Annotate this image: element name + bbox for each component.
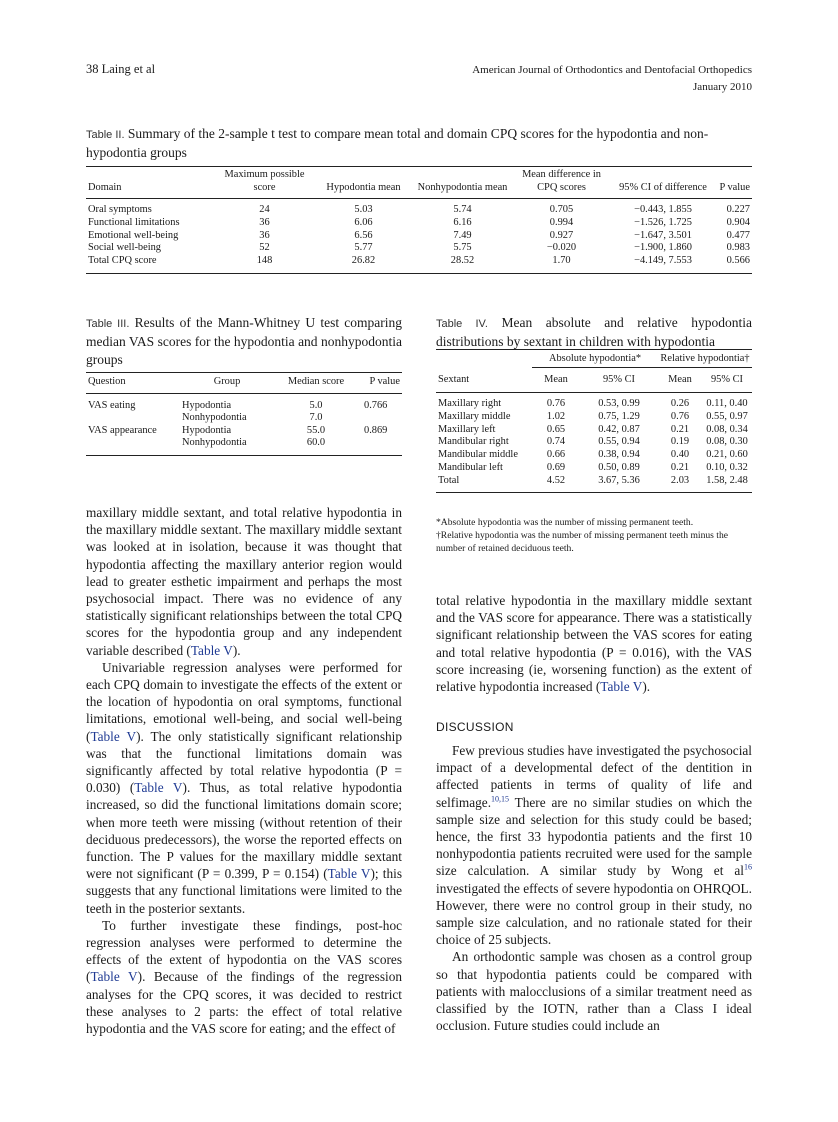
table-cell: Nonhypodontia — [182, 437, 247, 449]
table-cell: −0.443, 1.855 — [634, 204, 692, 215]
right-body-column-discussion — [436, 742, 752, 1034]
table-cell: 0.21 — [670, 423, 690, 435]
table2-caption — [86, 125, 752, 162]
table4-group-header-row — [436, 350, 752, 368]
table-cell: 1.58, 2.48 — [706, 474, 748, 486]
body-paragraph: An orthodontic sample was chosen as a control group so that hypodontia patients could be compared with patients with malocclusions of a similar treatment need as classified by the IOTN, rather than a Class I ideal occlusion. Future studies could include an — [436, 949, 752, 1034]
table-cell: 0.927 — [549, 229, 574, 241]
table-cell: 6.56 — [354, 229, 373, 241]
table-cell: Social well-being — [88, 242, 162, 254]
table-cell: 3.67, 5.36 — [598, 474, 640, 486]
table-cell — [358, 412, 402, 425]
table4-footnote-absolute: *Absolute hypodontia was the number of missing permanent teeth. — [436, 517, 694, 528]
citation-superscript[interactable]: 10,15 — [491, 794, 510, 804]
journal-name: American Journal of Orthodontics and Dentofacial Orthopedics — [472, 64, 752, 76]
issue-date: January 2010 — [693, 81, 752, 93]
table3-header-cell: Group — [213, 376, 241, 387]
body-paragraph: total relative hypodontia in the maxillary middle sextant and the VAS score for appearance. There was a statistically significant relationship between the VAS scores for eating and total relative hypodontia (P = 0.016), with the VAS score increasing (ie, worsening function) as the extent of relative hypodontia increased (Table V). — [436, 593, 752, 695]
table-row — [86, 230, 752, 243]
table-cell: 0.76 — [670, 410, 690, 422]
table-cell: 0.55, 0.97 — [706, 410, 748, 422]
table-cell — [358, 437, 402, 455]
table-cell: −1.526, 1.725 — [634, 216, 692, 228]
table-row — [86, 393, 402, 412]
table-cell: 5.03 — [354, 204, 373, 215]
table-cell: 55.0 — [306, 424, 326, 436]
table-cell: 6.16 — [453, 216, 472, 228]
table-v-link[interactable]: Table V — [90, 969, 138, 985]
table-cell: Total — [438, 474, 460, 486]
table-cell: Maxillary left — [438, 423, 496, 435]
table4-label: Table IV. — [436, 318, 488, 330]
table-cell: 0.227 — [726, 204, 750, 215]
body-paragraph: To further investigate these findings, post-hoc regression analyses were performed to determine the effects of the extent of hypodontia on the VAS scores (Table V). Because of the findings of the regression analyses for the CPQ scores, it was decided to restrict these analyses to 2 parts: the effect of total relative hypodontia and the VAS score for eating; and the effect of — [86, 917, 402, 1037]
table-cell — [86, 412, 180, 425]
table-cell: 0.994 — [549, 216, 574, 228]
table3-caption-text: Results of the Mann-Whitney U test comparing median VAS scores for the hypodontia and nonhypodontia groups — [86, 315, 403, 367]
body-paragraph: Univariable regression analyses were performed for each CPQ domain to investigate the effects of the extent or the location of hypodontia on oral symptoms, functional limitations, emotional well-being, and social well-being (Table V). The only statistically significant relationship was that the functional limitations domain was significantly affected by total relative hypodontia (P = 0.030) (Table V). Thus, as total relative hypodontia increased, so did the functional limitations domain score; when more teeth were missing (without retention of their deciduous predecessors), the worse the reported effects on function. The P values for the maxillary middle sextant were not significant (P = 0.399, P = 0.154) (Table V); this suggests that any functional limitations were limited to the teeth in the posterior sextants. — [86, 659, 403, 916]
table-cell: 0.50, 0.89 — [598, 461, 640, 473]
table-cell: 36 — [259, 229, 270, 241]
left-body-column — [86, 504, 402, 1037]
table-v-link[interactable]: Table V — [600, 679, 643, 695]
table-cell: 5.0 — [309, 399, 323, 411]
table-cell: 0.65 — [546, 423, 566, 435]
table-cell: 0.705 — [549, 204, 574, 215]
table-cell: Hypodontia — [182, 399, 232, 411]
table-cell: 0.566 — [726, 255, 750, 267]
table-cell: 24 — [259, 204, 270, 215]
table-row — [86, 255, 752, 273]
table-cell: 0.76 — [546, 398, 566, 409]
table-cell: Mandibular left — [438, 461, 503, 473]
table2-header-cell: Hypodontia mean — [326, 181, 401, 193]
table-row — [436, 411, 752, 424]
table-cell: 2.03 — [670, 474, 690, 486]
table-cell: 0.26 — [670, 398, 690, 409]
table-row — [436, 449, 752, 462]
table3-header-cell: Question — [88, 376, 126, 387]
table-cell: 0.19 — [670, 436, 690, 448]
table-cell: VAS eating — [88, 399, 136, 411]
table-cell: 6.06 — [354, 216, 373, 228]
running-header-left: 38 Laing et al — [86, 62, 156, 76]
table-v-link[interactable]: Table V — [134, 780, 183, 796]
table3-header-cell: P value — [369, 376, 400, 387]
running-header-right — [472, 62, 752, 96]
table-cell — [86, 437, 180, 455]
table-row — [436, 462, 752, 475]
table-row — [86, 217, 752, 230]
table2-header-cell: 95% CI of difference — [619, 181, 707, 193]
table-cell: 0.983 — [726, 242, 750, 254]
table-cell: 0.74 — [546, 436, 566, 448]
table3-header-cell: Median score — [287, 376, 345, 387]
table4-header-cell: 95% CI — [710, 374, 744, 385]
table4-caption — [436, 314, 752, 351]
table-cell: 1.70 — [552, 255, 571, 267]
table4-caption-text: Mean absolute and relative hypodontia distributions by sextant in children with hypodontia — [436, 315, 753, 349]
table3-label: Table III. — [86, 318, 130, 330]
table-cell: −1.900, 1.860 — [634, 242, 692, 254]
table-v-link[interactable]: Table V — [190, 642, 233, 658]
table4 — [436, 349, 752, 493]
table-v-link[interactable]: Table V — [90, 728, 137, 744]
table4-header-cell: Mean — [668, 374, 692, 385]
table-cell: 0.21 — [670, 461, 690, 473]
table-cell: Maxillary right — [438, 398, 502, 409]
table-cell: −0.020 — [546, 242, 577, 254]
table4-header-cell: Mean — [544, 374, 568, 385]
table4-footnote-relative: †Relative hypodontia was the number of missing permanent teeth minus the number of retained deciduous teeth. — [436, 530, 729, 554]
table-cell: 0.42, 0.87 — [598, 423, 640, 435]
table-cell: 0.08, 0.30 — [706, 436, 748, 448]
table-row — [436, 424, 752, 437]
table-row — [86, 425, 402, 438]
table2-label: Table II. — [86, 129, 125, 141]
table4-group-absolute: Absolute hypodontia* — [532, 350, 658, 368]
table-cell: Total CPQ score — [88, 255, 157, 267]
table-cell: Mandibular right — [438, 436, 509, 448]
table-cell: 60.0 — [306, 437, 326, 449]
table2-header-cell: P value — [719, 181, 750, 193]
table4-header-row — [436, 368, 752, 393]
table4-group-relative: Relative hypodontia† — [658, 350, 752, 368]
table-cell: Emotional well-being — [88, 229, 179, 241]
table-cell: 0.10, 0.32 — [706, 461, 748, 473]
table-cell: 4.52 — [546, 474, 566, 486]
table4-footnotes — [436, 516, 752, 555]
table-cell: Oral symptoms — [88, 204, 152, 215]
table-cell: VAS appearance — [88, 424, 157, 436]
table-cell: 0.904 — [726, 216, 750, 228]
table2-header-cell: Mean difference in CPQ scores — [522, 169, 601, 193]
table-cell: 0.69 — [546, 461, 566, 473]
right-body-column-top — [436, 592, 752, 695]
table-cell: 0.766 — [364, 399, 388, 411]
table-row — [86, 412, 402, 425]
table-cell: 5.74 — [453, 204, 472, 215]
table3-header-row — [86, 373, 402, 394]
table-cell: Functional limitations — [88, 216, 180, 228]
body-paragraph: Few previous studies have investigated the psychosocial impact of a developmental defect of the dentition in affected patients in terms of quality of life and selfimage.$^{10,15}$ There are no similar studies on which the sample size and selection for this study could be based; hence, the first 33 hypodontia patients and the first 10 nonhypodontia patients recruited were used for the sample size calculation. A similar study by Wong et al$^{16}$ investigated the effects of severe hypodontia on OHRQOL. However, there were no control group in their study, no sample size calculation, and no rationale stated for their choice of 25 subjects. — [436, 743, 752, 948]
table2-header-cell: Nonhypodontia mean — [417, 181, 508, 193]
table2-header-cell: Domain — [88, 181, 122, 193]
table-cell: 148 — [256, 255, 273, 267]
table-cell: 28.52 — [450, 255, 475, 267]
table-cell: 36 — [259, 216, 270, 228]
table4-header-spacer — [436, 350, 532, 368]
table-cell: Mandibular middle — [438, 449, 518, 461]
table-cell: 7.49 — [453, 229, 472, 241]
table-cell: 0.38, 0.94 — [598, 449, 640, 461]
table-row — [86, 437, 402, 455]
table4-header-cell: Sextant — [438, 373, 470, 385]
discussion-heading: DISCUSSION — [436, 720, 514, 734]
table-v-link[interactable]: Table V — [327, 866, 371, 882]
table4-header-cell: 95% CI — [602, 374, 636, 385]
citation-superscript[interactable]: 16 — [744, 863, 752, 872]
table-cell: 0.11, 0.40 — [706, 398, 748, 409]
table2-caption-text: Summary of the 2-sample t test to compare mean total and domain CPQ scores for the hypodontia and non-hypodontia groups — [86, 126, 709, 160]
table-row — [436, 475, 752, 492]
table-cell: 0.66 — [546, 449, 566, 461]
table-cell: 26.82 — [351, 255, 376, 267]
table-row — [86, 199, 752, 217]
table-cell: 5.77 — [354, 242, 373, 254]
table2 — [86, 166, 752, 274]
table3-caption — [86, 314, 402, 369]
table-cell: 0.53, 0.99 — [598, 398, 640, 409]
table-cell: −4.149, 7.553 — [634, 255, 692, 267]
table-cell: 1.02 — [546, 410, 566, 422]
table2-header-row — [86, 167, 752, 199]
table-cell: 7.0 — [309, 412, 323, 424]
table-row — [436, 393, 752, 411]
table-cell: 0.40 — [670, 449, 690, 461]
table-cell: 0.477 — [726, 229, 750, 241]
table-cell: 0.869 — [364, 424, 388, 436]
table-cell: 5.75 — [453, 242, 472, 254]
table-cell: −1.647, 3.501 — [634, 229, 692, 241]
table-cell: 0.55, 0.94 — [598, 436, 640, 448]
table-cell: Hypodontia — [182, 424, 232, 436]
table-cell: 52 — [259, 242, 270, 254]
table-row — [86, 242, 752, 255]
table3 — [86, 372, 402, 456]
table-cell: 0.08, 0.34 — [706, 423, 748, 435]
body-paragraph: maxillary middle sextant, and total relative hypodontia in the maxillary middle sextant. The maxillary middle sextant was looked at in isolation, because it was thought that hypodontia affecting the maxillary anterior region would lead to greater esthetic impairment and perhaps the most psychosocial impact. There was no evidence of any statistically significant relationships between the total CPQ scores for the hypodontia group and any independent variable described (Table V). — [86, 505, 402, 658]
table-row — [436, 436, 752, 449]
table-cell: Nonhypodontia — [182, 412, 247, 424]
table2-header-cell: Maximum possible score — [224, 169, 305, 193]
table-cell: 0.21, 0.60 — [706, 449, 748, 461]
table-cell: 0.75, 1.29 — [598, 410, 640, 422]
table-cell: Maxillary middle — [438, 410, 511, 422]
